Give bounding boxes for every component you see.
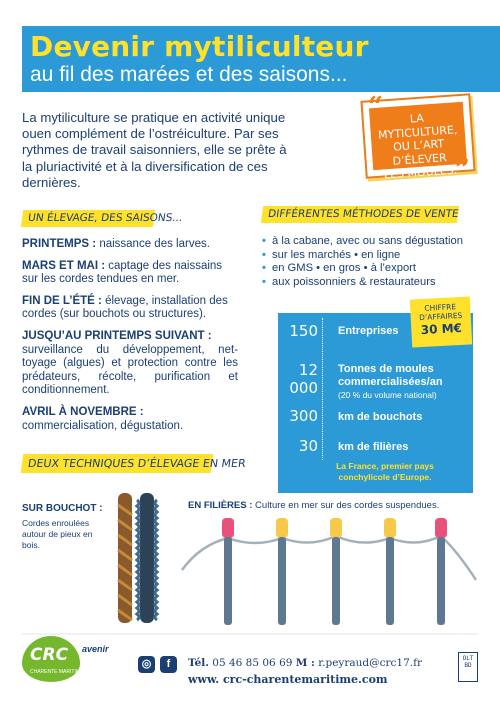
vente-item: • en GMS • en gros • à l’export [262, 262, 492, 276]
contact-line [188, 657, 422, 669]
bouchot-description: Cordes enroulées autour de pieux en bois. [22, 518, 93, 550]
stat-label-text: Tonnes de moules commercialisées/an [338, 363, 443, 388]
stat-value: 300 [289, 407, 318, 425]
season-text: naissance des larves. [96, 238, 210, 250]
open-quote-icon: “ [368, 92, 383, 122]
filiere-buoy [384, 518, 396, 625]
season-title: AVRIL À NOVEMBRE : [22, 405, 144, 418]
tel-number: 05 46 85 06 69 [208, 657, 296, 669]
website-link[interactable]: www. crc-charentemaritime.com [188, 673, 388, 686]
close-quote-icon: ” [455, 155, 470, 185]
revenue-badge-label: CHIFFRE D’AFFAIRES [418, 302, 463, 323]
crc-logo-suffix: avenir [82, 644, 109, 654]
season-title: JUSQU’AU PRINTEMPS SUIVANT : [22, 329, 212, 342]
season-title: MARS ET MAI : [22, 259, 106, 272]
filiere-buoy [435, 518, 447, 625]
vente-section-label: DIFFÉRENTES MÉTHODES DE VENTE [261, 206, 459, 223]
quote-line: OU L’ART D’ÉLEVER [392, 137, 448, 168]
crc-logo-subtitle: CHARENTE MARITIME [30, 669, 84, 675]
season-title: PRINTEMPS : [22, 238, 97, 250]
quote-line: LA [409, 111, 425, 126]
stats-footnote: La France, premier pays conchylicole d’Europe. [336, 461, 434, 482]
stat-label: Entreprises [338, 325, 399, 337]
page-title: Devenir mytiliculteur [30, 30, 369, 63]
stat-sublabel: (20 % du volume national) [338, 390, 437, 400]
crc-logo [22, 636, 122, 684]
bouchot-mussels-illustration [137, 493, 157, 623]
filiere-buoy [222, 518, 234, 625]
crc-logo-text: CRC [30, 645, 69, 665]
filieres-description: Culture en mer sur des cordes suspendues. [252, 500, 440, 511]
stat-value: 150 [289, 322, 318, 340]
filieres-title: EN FILIÈRES : [188, 500, 253, 511]
vente-item: • aux poissonniers & restaurateurs [262, 276, 492, 290]
mail-label: M : [295, 657, 315, 669]
revenue-badge-value: 30 M€ [420, 320, 463, 338]
vente-item: • à la cabane, avec ou sans dégustation [262, 235, 492, 249]
filiere-buoy [276, 518, 288, 625]
bouchot-pole-illustration [118, 493, 132, 623]
bouchot-title: SUR BOUCHOT : [22, 503, 103, 514]
tel-label: Tél. [188, 657, 209, 669]
quote-line: LES MOULES. [383, 163, 458, 182]
mail-address[interactable]: r.peyraud@crc17.fr [314, 657, 422, 669]
vente-item: • sur les marchés • en ligne [262, 249, 492, 263]
quote-line: MYTICULTURE, [377, 122, 458, 142]
stat-label: km de bouchots [338, 411, 423, 423]
season-title: FIN DE L’ÉTÉ : [22, 294, 102, 307]
page-subtitle: au fil des marées et des saisons... [30, 63, 348, 86]
stat-value: 12 000 [289, 361, 318, 397]
instagram-icon[interactable]: ◎ [138, 656, 155, 673]
techniques-section-label: DEUX TECHNIQUES D’ÉLEVAGE EN MER [21, 454, 214, 473]
agency-tag: OLT BD [458, 652, 478, 682]
filiere-buoy [330, 518, 342, 625]
stat-value: 30 [298, 437, 318, 455]
stat-label: km de filières [338, 441, 409, 453]
season-text: captage des naissains sur les cordes tendues en mer. [22, 259, 223, 286]
intro-paragraph: La mytiliculture se pratique en activité unique ouen complément de l’ostréiculture. Par ses rythmes de travail saisonniers, elle se prête à la pluriactivité et à la diversification de ces dernières. [22, 110, 287, 190]
season-text: élevage, installation des cordes (sur bouchots ou structures). [22, 294, 228, 321]
season-text: commercialisation, dégustation. [22, 419, 184, 432]
seasons-section-label: UN ÉLEVAGE, DES SAISONS... [21, 210, 155, 227]
facebook-icon[interactable]: f [160, 656, 177, 673]
season-text: surveillance du développement, net-toyage (algues) et protection contre les prédateurs, récolte, purification et conditionnement. [22, 343, 238, 397]
